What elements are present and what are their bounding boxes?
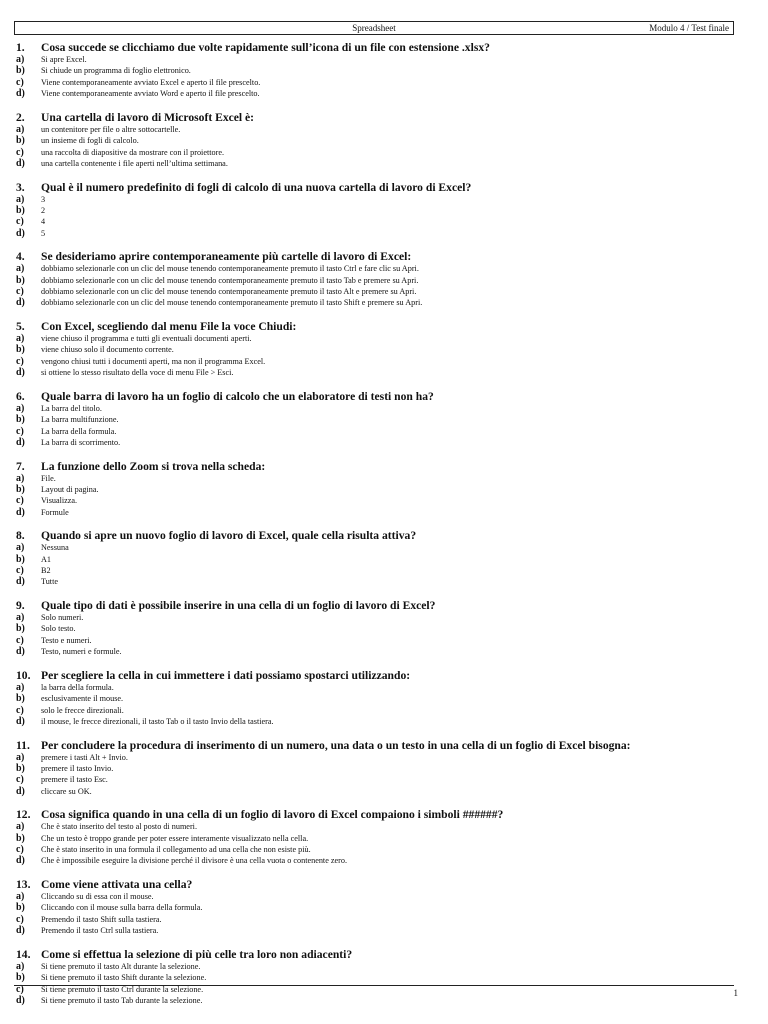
- option-text: B2: [41, 566, 51, 576]
- option-text: Si apre Excel.: [41, 55, 87, 64]
- answer-option: [16, 88, 732, 99]
- answer-option: [16, 158, 732, 169]
- answer-option: [16, 473, 732, 484]
- option-text: Solo numeri.: [41, 613, 84, 622]
- answer-option: [16, 367, 732, 378]
- option-text: il mouse, le frecce direzionali, il tasto Tab o il tasto Invio della tastiera.: [41, 716, 274, 726]
- option-text: premere il tasto Esc.: [41, 775, 108, 785]
- option-letter: b): [16, 135, 25, 147]
- question-heading: [16, 461, 732, 473]
- answer-option: [16, 844, 732, 855]
- option-letter: a): [16, 193, 25, 205]
- answer-option: [16, 437, 732, 448]
- question-heading: [16, 740, 732, 752]
- question-text: Cosa significa quando in una cella di un foglio di lavoro di Excel compaiono i simboli ######?: [41, 808, 504, 822]
- question-heading: [16, 670, 732, 682]
- answer-option: [16, 995, 732, 1006]
- option-letter: a): [16, 472, 25, 484]
- question-list: [16, 42, 732, 1019]
- option-letter: c): [16, 565, 24, 577]
- option-letter: b): [16, 902, 25, 914]
- page-header: [14, 21, 734, 35]
- question-text: Come si effettua la selezione di più celle tra loro non adiacenti?: [41, 947, 353, 961]
- question-block: [16, 461, 732, 519]
- question-number: 14.: [16, 947, 31, 961]
- answer-option: [16, 205, 732, 216]
- answer-option: [16, 774, 732, 785]
- option-letter: c): [16, 495, 24, 507]
- answer-option: [16, 554, 732, 565]
- option-text: Viene contemporaneamente avviato Excel e aperto il file prescelto.: [41, 77, 261, 87]
- option-text: Premendo il tasto Ctrl sulla tastiera.: [41, 926, 159, 936]
- answer-option: [16, 65, 732, 76]
- answer-option: [16, 495, 732, 506]
- option-text: Tutte: [41, 577, 58, 587]
- option-text: premere il tasto Invio.: [41, 763, 114, 773]
- option-text: Si tiene premuto il tasto Ctrl durante la selezione.: [41, 984, 204, 994]
- question-text: Con Excel, scegliendo dal menu File la voce Chiudi:: [41, 320, 297, 333]
- question-heading: [16, 949, 732, 961]
- question-text: Per concludere la procedura di inserimento di un numero, una data o un testo in una cella di un foglio di Excel bisogna:: [41, 738, 631, 752]
- answer-option: [16, 414, 732, 425]
- option-letter: c): [16, 704, 24, 716]
- option-text: solo le frecce direzionali.: [41, 705, 124, 715]
- answer-option: [16, 855, 732, 866]
- answer-option: [16, 833, 732, 844]
- option-text: Che è stato inserito in una formula il collegamento ad una cella che non esiste più.: [41, 845, 311, 855]
- option-letter: b): [16, 693, 25, 705]
- option-text: Si tiene premuto il tasto Shift durante la selezione.: [41, 973, 207, 983]
- option-letter: a): [16, 821, 25, 833]
- question-block: [16, 182, 732, 240]
- question-block: [16, 42, 732, 100]
- question-text: Qual è il numero predefinito di fogli di calcolo di una nuova cartella di lavoro di Excel?: [41, 180, 472, 194]
- option-letter: d): [16, 436, 25, 448]
- option-text: Layout di pagina.: [41, 484, 99, 494]
- question-number: 2.: [16, 110, 25, 124]
- option-letter: d): [16, 506, 25, 518]
- option-text: si ottiene lo stesso risultato della voce di menu File > Esci.: [41, 368, 234, 378]
- question-heading: [16, 600, 732, 612]
- option-text: cliccare su OK.: [41, 786, 92, 796]
- option-letter: c): [16, 983, 24, 995]
- option-text: Testo e numeri.: [41, 635, 92, 645]
- answer-option: [16, 576, 732, 587]
- answer-option: [16, 426, 732, 437]
- question-heading: [16, 321, 732, 333]
- answer-option: [16, 705, 732, 716]
- answer-option: [16, 228, 732, 239]
- option-letter: c): [16, 634, 24, 646]
- question-text: Quale barra di lavoro ha un foglio di calcolo che un elaboratore di testi non ha?: [41, 389, 434, 403]
- option-text: Si tiene premuto il tasto Alt durante la selezione.: [41, 961, 201, 971]
- answer-option: [16, 635, 732, 646]
- answer-option: [16, 507, 732, 518]
- question-heading: [16, 391, 732, 403]
- option-text: Solo testo.: [41, 624, 76, 634]
- answer-option: [16, 786, 732, 797]
- question-heading: [16, 530, 732, 542]
- answer-option: [16, 693, 732, 704]
- option-text: Visualizza.: [41, 496, 78, 506]
- option-text: un insieme di fogli di calcolo.: [41, 136, 139, 146]
- answer-option: [16, 752, 732, 763]
- option-letter: c): [16, 425, 24, 437]
- question-block: [16, 251, 732, 309]
- option-letter: c): [16, 216, 24, 228]
- option-letter: b): [16, 344, 25, 356]
- option-text: dobbiamo selezionarle con un clic del mouse tenendo contemporaneamente premuto il tasto Tab e premere su Apri.: [41, 275, 419, 285]
- question-number: 12.: [16, 808, 31, 822]
- question-text: Una cartella di lavoro di Microsoft Excel è:: [41, 110, 255, 124]
- question-number: 3.: [16, 180, 25, 194]
- option-text: Testo, numeri e formule.: [41, 647, 122, 657]
- question-text: Se desideriamo aprire contemporaneamente più cartelle di lavoro di Excel:: [41, 250, 412, 264]
- option-text: 5: [41, 228, 46, 238]
- option-letter: c): [16, 76, 24, 88]
- option-text: 2: [41, 205, 46, 215]
- footer-divider: [14, 985, 734, 986]
- answer-option: [16, 333, 732, 344]
- question-heading: [16, 251, 732, 263]
- option-text: La barra multifunzione.: [41, 415, 119, 425]
- answer-option: [16, 356, 732, 367]
- option-text: la barra della formula.: [41, 682, 114, 692]
- option-letter: a): [16, 263, 25, 275]
- question-number: 11.: [16, 738, 30, 752]
- answer-option: [16, 891, 732, 902]
- answer-option: [16, 286, 732, 297]
- answer-option: [16, 275, 732, 286]
- option-letter: d): [16, 297, 25, 309]
- option-text: vengono chiusi tutti i documenti aperti, ma non il programma Excel.: [41, 356, 266, 366]
- option-letter: d): [16, 227, 25, 239]
- answer-option: [16, 124, 732, 135]
- answer-option: [16, 972, 732, 983]
- option-letter: c): [16, 913, 24, 925]
- answer-option: [16, 682, 732, 693]
- option-letter: b): [16, 553, 25, 565]
- option-letter: a): [16, 891, 25, 902]
- answer-option: [16, 135, 732, 146]
- option-text: A1: [41, 554, 52, 564]
- question-text: Per scegliere la cella in cui immettere i dati possiamo spostarci utilizzando:: [41, 668, 411, 682]
- answer-option: [16, 216, 732, 227]
- option-text: Formule: [41, 507, 69, 517]
- question-block: [16, 112, 732, 170]
- option-letter: c): [16, 146, 24, 158]
- option-text: 4: [41, 217, 46, 227]
- answer-option: [16, 902, 732, 913]
- question-number: 9.: [16, 599, 25, 612]
- answer-option: [16, 344, 732, 355]
- option-letter: c): [16, 844, 24, 856]
- option-text: esclusivamente il mouse.: [41, 694, 124, 704]
- option-letter: c): [16, 286, 24, 298]
- question-text: Come viene attivata una cella?: [41, 878, 193, 891]
- option-letter: b): [16, 483, 25, 495]
- header-title: Spreadsheet: [352, 23, 396, 33]
- question-block: [16, 670, 732, 728]
- question-number: 13.: [16, 878, 31, 891]
- question-number: 1.: [16, 41, 25, 54]
- option-text: Cliccando su di essa con il mouse.: [41, 892, 154, 901]
- option-text: Nessuna: [41, 543, 69, 553]
- option-letter: a): [16, 681, 25, 693]
- option-letter: a): [16, 54, 25, 65]
- option-letter: d): [16, 994, 25, 1006]
- option-letter: d): [16, 576, 25, 588]
- answer-option: [16, 914, 732, 925]
- answer-option: [16, 542, 732, 553]
- option-letter: b): [16, 832, 25, 844]
- question-number: 7.: [16, 459, 25, 473]
- option-text: File.: [41, 473, 56, 483]
- answer-option: [16, 716, 732, 727]
- option-text: dobbiamo selezionarle con un clic del mouse tenendo contemporaneamente premuto il tasto Alt e premere su Apri.: [41, 287, 417, 297]
- option-letter: b): [16, 414, 25, 426]
- question-text: Cosa succede se clicchiamo due volte rapidamente sull’icona di un file con estensione .xlsx?: [41, 41, 490, 54]
- option-text: dobbiamo selezionarle con un clic del mouse tenendo contemporaneamente premuto il tasto Shift e premere su Apri.: [41, 298, 423, 308]
- option-letter: b): [16, 623, 25, 635]
- option-text: dobbiamo selezionarle con un clic del mouse tenendo contemporaneamente premuto il tasto Ctrl e fare clic su Apri.: [41, 264, 419, 274]
- option-letter: a): [16, 751, 25, 763]
- option-letter: a): [16, 402, 25, 414]
- page-number: 1: [733, 988, 738, 998]
- option-text: premere i tasti Alt + Invio.: [41, 752, 128, 762]
- answer-option: [16, 612, 732, 623]
- option-letter: d): [16, 715, 25, 727]
- option-letter: a): [16, 333, 25, 344]
- option-letter: d): [16, 785, 25, 797]
- question-heading: [16, 879, 732, 891]
- question-block: [16, 530, 732, 588]
- answer-option: [16, 263, 732, 274]
- answer-option: [16, 484, 732, 495]
- option-text: Cliccando con il mouse sulla barra della formula.: [41, 903, 203, 913]
- answer-option: [16, 646, 732, 657]
- question-text: Quando si apre un nuovo foglio di lavoro di Excel, quale cella risulta attiva?: [41, 529, 417, 543]
- option-text: La barra di scorrimento.: [41, 437, 121, 447]
- header-module: Modulo 4 / Test finale: [649, 23, 729, 33]
- option-letter: a): [16, 960, 25, 972]
- option-letter: c): [16, 774, 24, 786]
- question-heading: [16, 182, 732, 194]
- question-number: 5.: [16, 320, 25, 333]
- option-text: un contenitore per file o altre sottocartelle.: [41, 124, 181, 134]
- answer-option: [16, 297, 732, 308]
- question-block: [16, 879, 732, 937]
- answer-option: [16, 623, 732, 634]
- question-block: [16, 600, 732, 658]
- option-letter: b): [16, 65, 25, 77]
- answer-option: [16, 925, 732, 936]
- question-number: 10.: [16, 668, 31, 682]
- option-letter: d): [16, 925, 25, 937]
- option-text: viene chiuso solo il documento corrente.: [41, 345, 174, 355]
- question-text: La funzione dello Zoom si trova nella scheda:: [41, 459, 266, 473]
- question-text: Quale tipo di dati è possibile inserire in una cella di un foglio di lavoro di Excel?: [41, 599, 436, 612]
- option-text: Viene contemporaneamente avviato Word e aperto il file prescelto.: [41, 89, 260, 99]
- question-number: 6.: [16, 389, 25, 403]
- question-number: 4.: [16, 250, 25, 264]
- option-letter: a): [16, 542, 25, 554]
- answer-option: [16, 77, 732, 88]
- answer-option: [16, 821, 732, 832]
- option-letter: d): [16, 157, 25, 169]
- question-number: 8.: [16, 529, 25, 543]
- option-letter: d): [16, 855, 25, 867]
- answer-option: [16, 54, 732, 65]
- option-text: Che è stato inserito del testo al posto di numeri.: [41, 822, 197, 832]
- option-text: una cartella contenente i file aperti nell’ultima settimana.: [41, 158, 228, 168]
- option-text: Si tiene premuto il tasto Tab durante la selezione.: [41, 995, 203, 1005]
- question-heading: [16, 809, 732, 821]
- option-letter: d): [16, 646, 25, 658]
- answer-option: [16, 147, 732, 158]
- question-heading: [16, 42, 732, 54]
- option-text: 3: [41, 194, 46, 204]
- answer-option: [16, 763, 732, 774]
- question-block: [16, 949, 732, 1007]
- answer-option: [16, 565, 732, 576]
- question-block: [16, 740, 732, 798]
- option-text: Che è impossibile eseguire la divisione perché il divisore è una cella vuota o contenente zero.: [41, 856, 348, 866]
- option-text: Si chiude un programma di foglio elettronico.: [41, 66, 191, 76]
- option-letter: b): [16, 972, 25, 984]
- option-letter: a): [16, 123, 25, 135]
- option-text: una raccolta di diapositive da mostrare con il proiettore.: [41, 147, 225, 157]
- option-text: La barra del titolo.: [41, 403, 102, 413]
- option-text: Che un testo è troppo grande per poter essere interamente visualizzato nella cella.: [41, 833, 309, 843]
- option-letter: b): [16, 762, 25, 774]
- question-heading: [16, 112, 732, 124]
- option-letter: d): [16, 367, 25, 379]
- answer-option: [16, 961, 732, 972]
- answer-option: [16, 194, 732, 205]
- answer-option: [16, 403, 732, 414]
- question-block: [16, 321, 732, 379]
- question-block: [16, 809, 732, 867]
- option-letter: d): [16, 88, 25, 100]
- option-letter: b): [16, 274, 25, 286]
- option-letter: a): [16, 612, 25, 623]
- option-text: Premendo il tasto Shift sulla tastiera.: [41, 914, 162, 924]
- option-letter: b): [16, 204, 25, 216]
- option-text: viene chiuso il programma e tutti gli eventuali documenti aperti.: [41, 334, 252, 343]
- option-text: La barra della formula.: [41, 426, 117, 436]
- question-block: [16, 391, 732, 449]
- option-letter: c): [16, 355, 24, 367]
